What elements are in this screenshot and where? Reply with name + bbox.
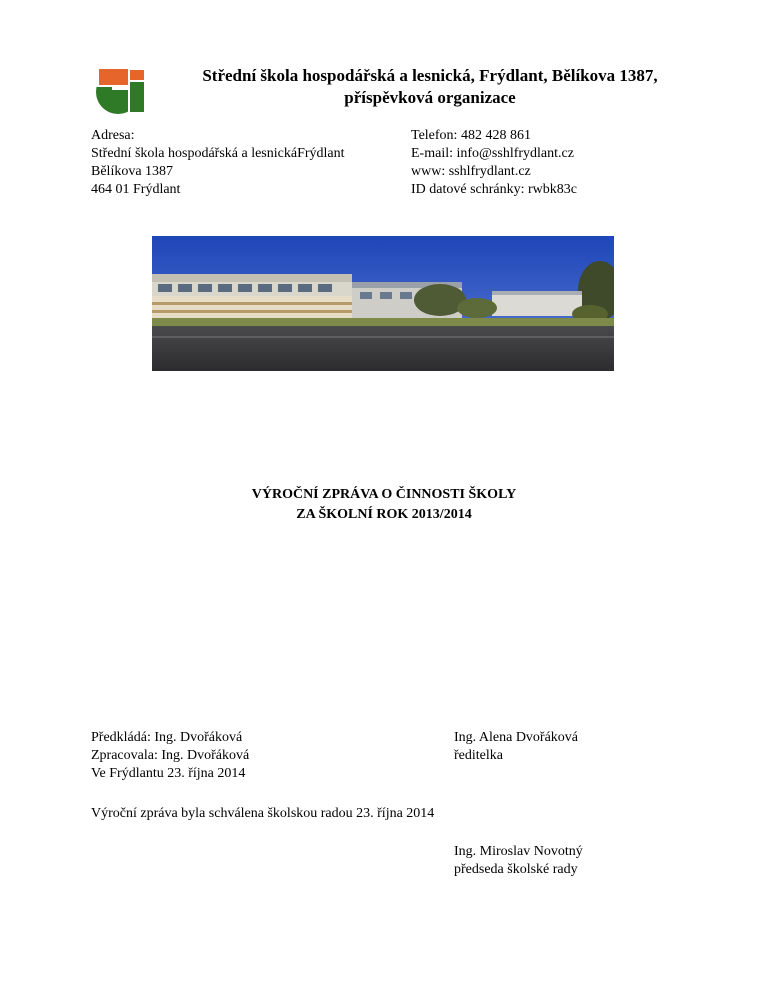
address-line-2: Bělíkova 1387 xyxy=(91,164,174,179)
organization-type-heading: příspěvková organizace xyxy=(344,88,516,107)
submitted-by-text: Předkládá: Ing. Dvořáková xyxy=(91,730,243,745)
phone-text: Telefon: 482 428 861 xyxy=(411,128,531,143)
board-chair-role: předseda školské rady xyxy=(454,862,578,877)
approval-statement: Výroční zpráva byla schválena školskou radou 23. října 2014 xyxy=(91,806,435,821)
director-name: Ing. Alena Dvořáková xyxy=(454,730,579,745)
board-chair-name: Ing. Miroslav Novotný xyxy=(454,844,583,859)
email-text: E-mail: info@sshlfrydlant.cz xyxy=(411,146,574,161)
report-title-line-1: VÝROČNÍ ZPRÁVA O ČINNOSTI ŠKOLY xyxy=(251,487,517,502)
director-role: ředitelka xyxy=(454,748,503,763)
school-name-heading: Střední škola hospodářská a lesnická, Frýdlant, Bělíkova 1387, xyxy=(202,66,658,85)
place-date-text: Ve Frýdlantu 23. října 2014 xyxy=(91,766,246,781)
report-title-line-2: ZA ŠKOLNÍ ROK 2013/2014 xyxy=(296,507,472,522)
school-building-photo xyxy=(152,236,614,371)
school-logo xyxy=(94,62,150,118)
website-text: www: sshlfrydlant.cz xyxy=(411,164,531,179)
prepared-by-text: Zpracovala: Ing. Dvořáková xyxy=(91,748,250,763)
address-line-3: 464 01 Frýdlant xyxy=(91,182,181,197)
databox-id-text: ID datové schránky: rwbk83c xyxy=(411,182,578,197)
address-label: Adresa: xyxy=(91,128,135,143)
address-line-1: Střední škola hospodářská a lesnickáFrýdlant xyxy=(91,146,345,161)
